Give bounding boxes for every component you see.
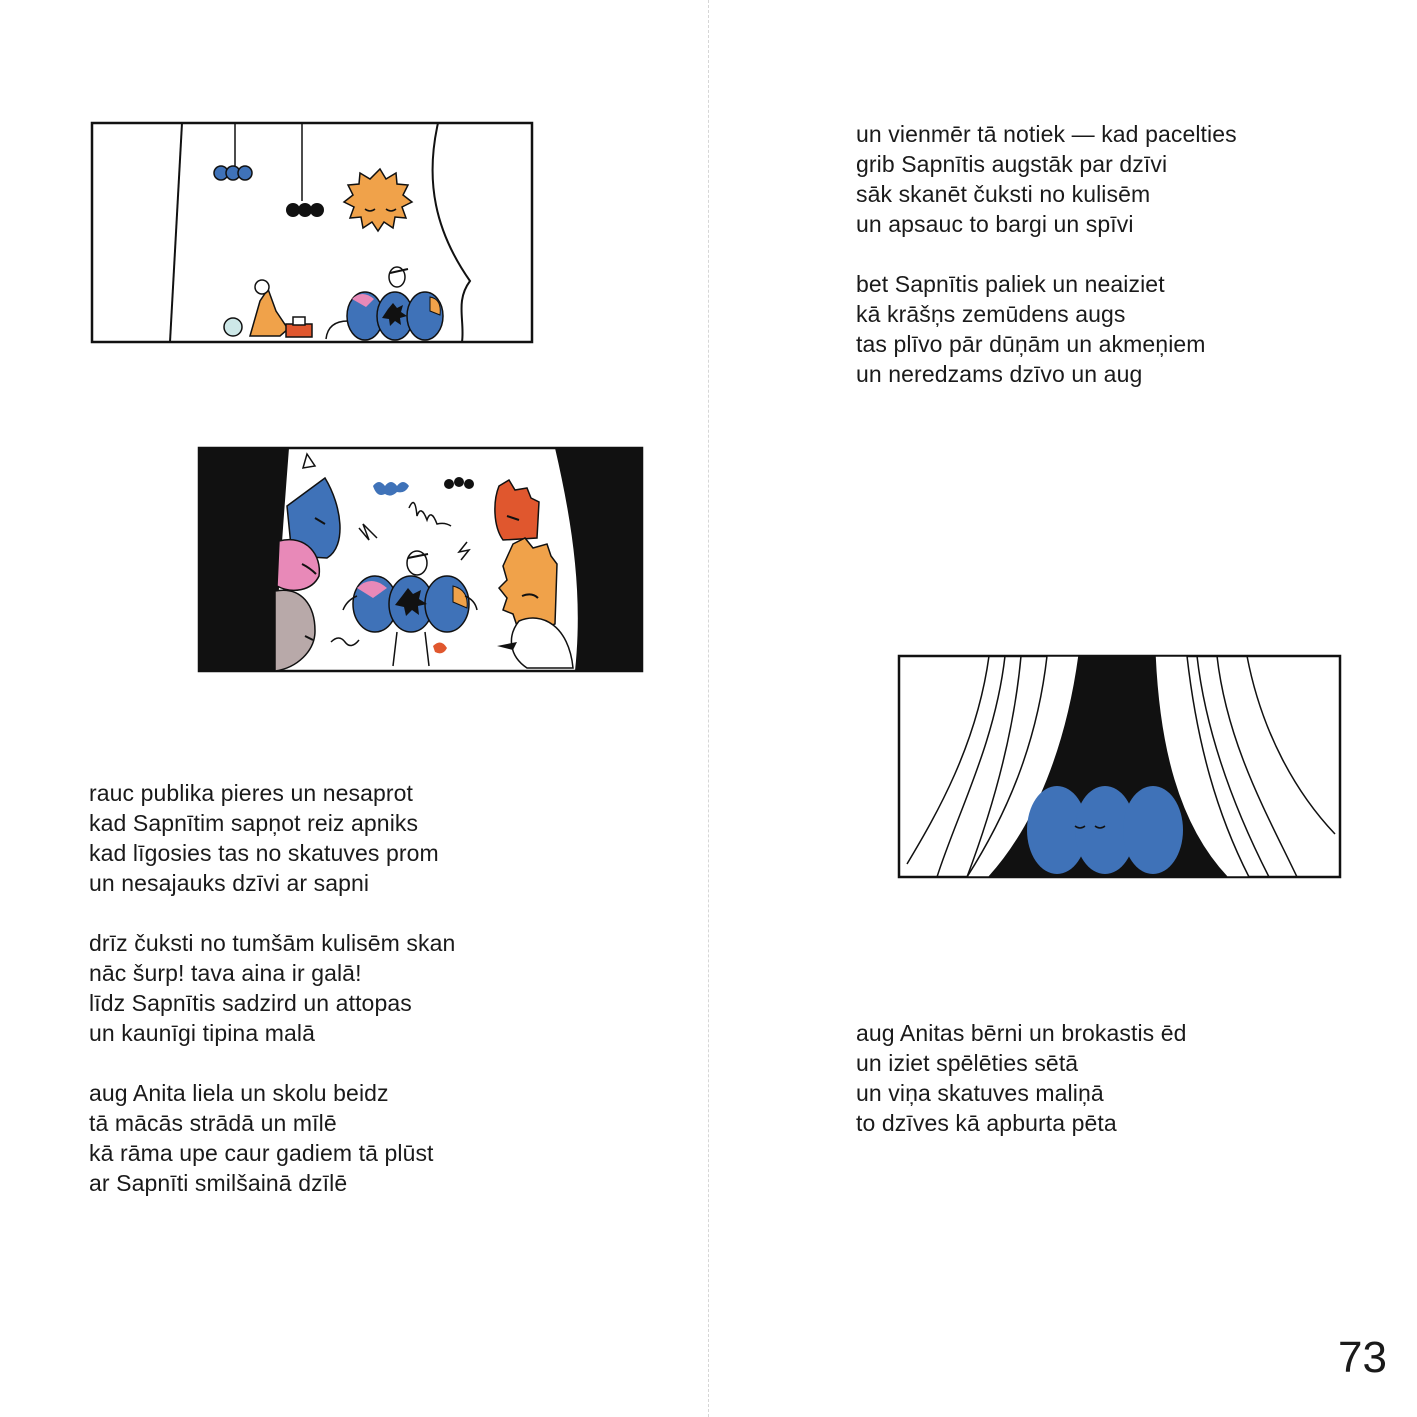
- right-stanza-2: bet Sapnītis paliek un neaiziet kā krāšņs zemūdens augs tas plīvo pār dūņām un akmeņiem un neredzams dzīvo un aug: [856, 271, 1206, 387]
- illustration-whispering-wings: [197, 446, 644, 673]
- illustration-stage-play: [90, 121, 534, 344]
- illustration-curtain-hideout: [897, 654, 1342, 879]
- left-stanza-1: rauc publika pieres un nesaprot kad Sapnītim sapņot reiz apniks kad līgosies tas no skatuves prom un nesajauks dzīvi ar sapni: [89, 780, 439, 896]
- page-number: 73: [1338, 1333, 1387, 1382]
- left-stanza-3: aug Anita liela un skolu beidz tā mācās strādā un mīlē kā rāma upe caur gadiem tā plūst ar Sapnīti smilšainā dzīlē: [89, 1080, 434, 1196]
- book-spine: [708, 0, 709, 1417]
- right-stanza-3: aug Anitas bērni un brokastis ēd un iziet spēlēties sētā un viņa skatuves maliņā to dzīves kā apburta pēta: [856, 1020, 1187, 1136]
- left-stanza-2: drīz čuksti no tumšām kulisēm skan nāc šurp! tava aina ir galā! līdz Sapnītis sadzird un attopas un kaunīgi tipina malā: [89, 930, 456, 1046]
- right-stanza-1: un vienmēr tā notiek — kad pacelties grib Sapnītis augstāk par dzīvi sāk skanēt čuksti no kulisēm un apsauc to bargi un spīvi: [856, 121, 1237, 237]
